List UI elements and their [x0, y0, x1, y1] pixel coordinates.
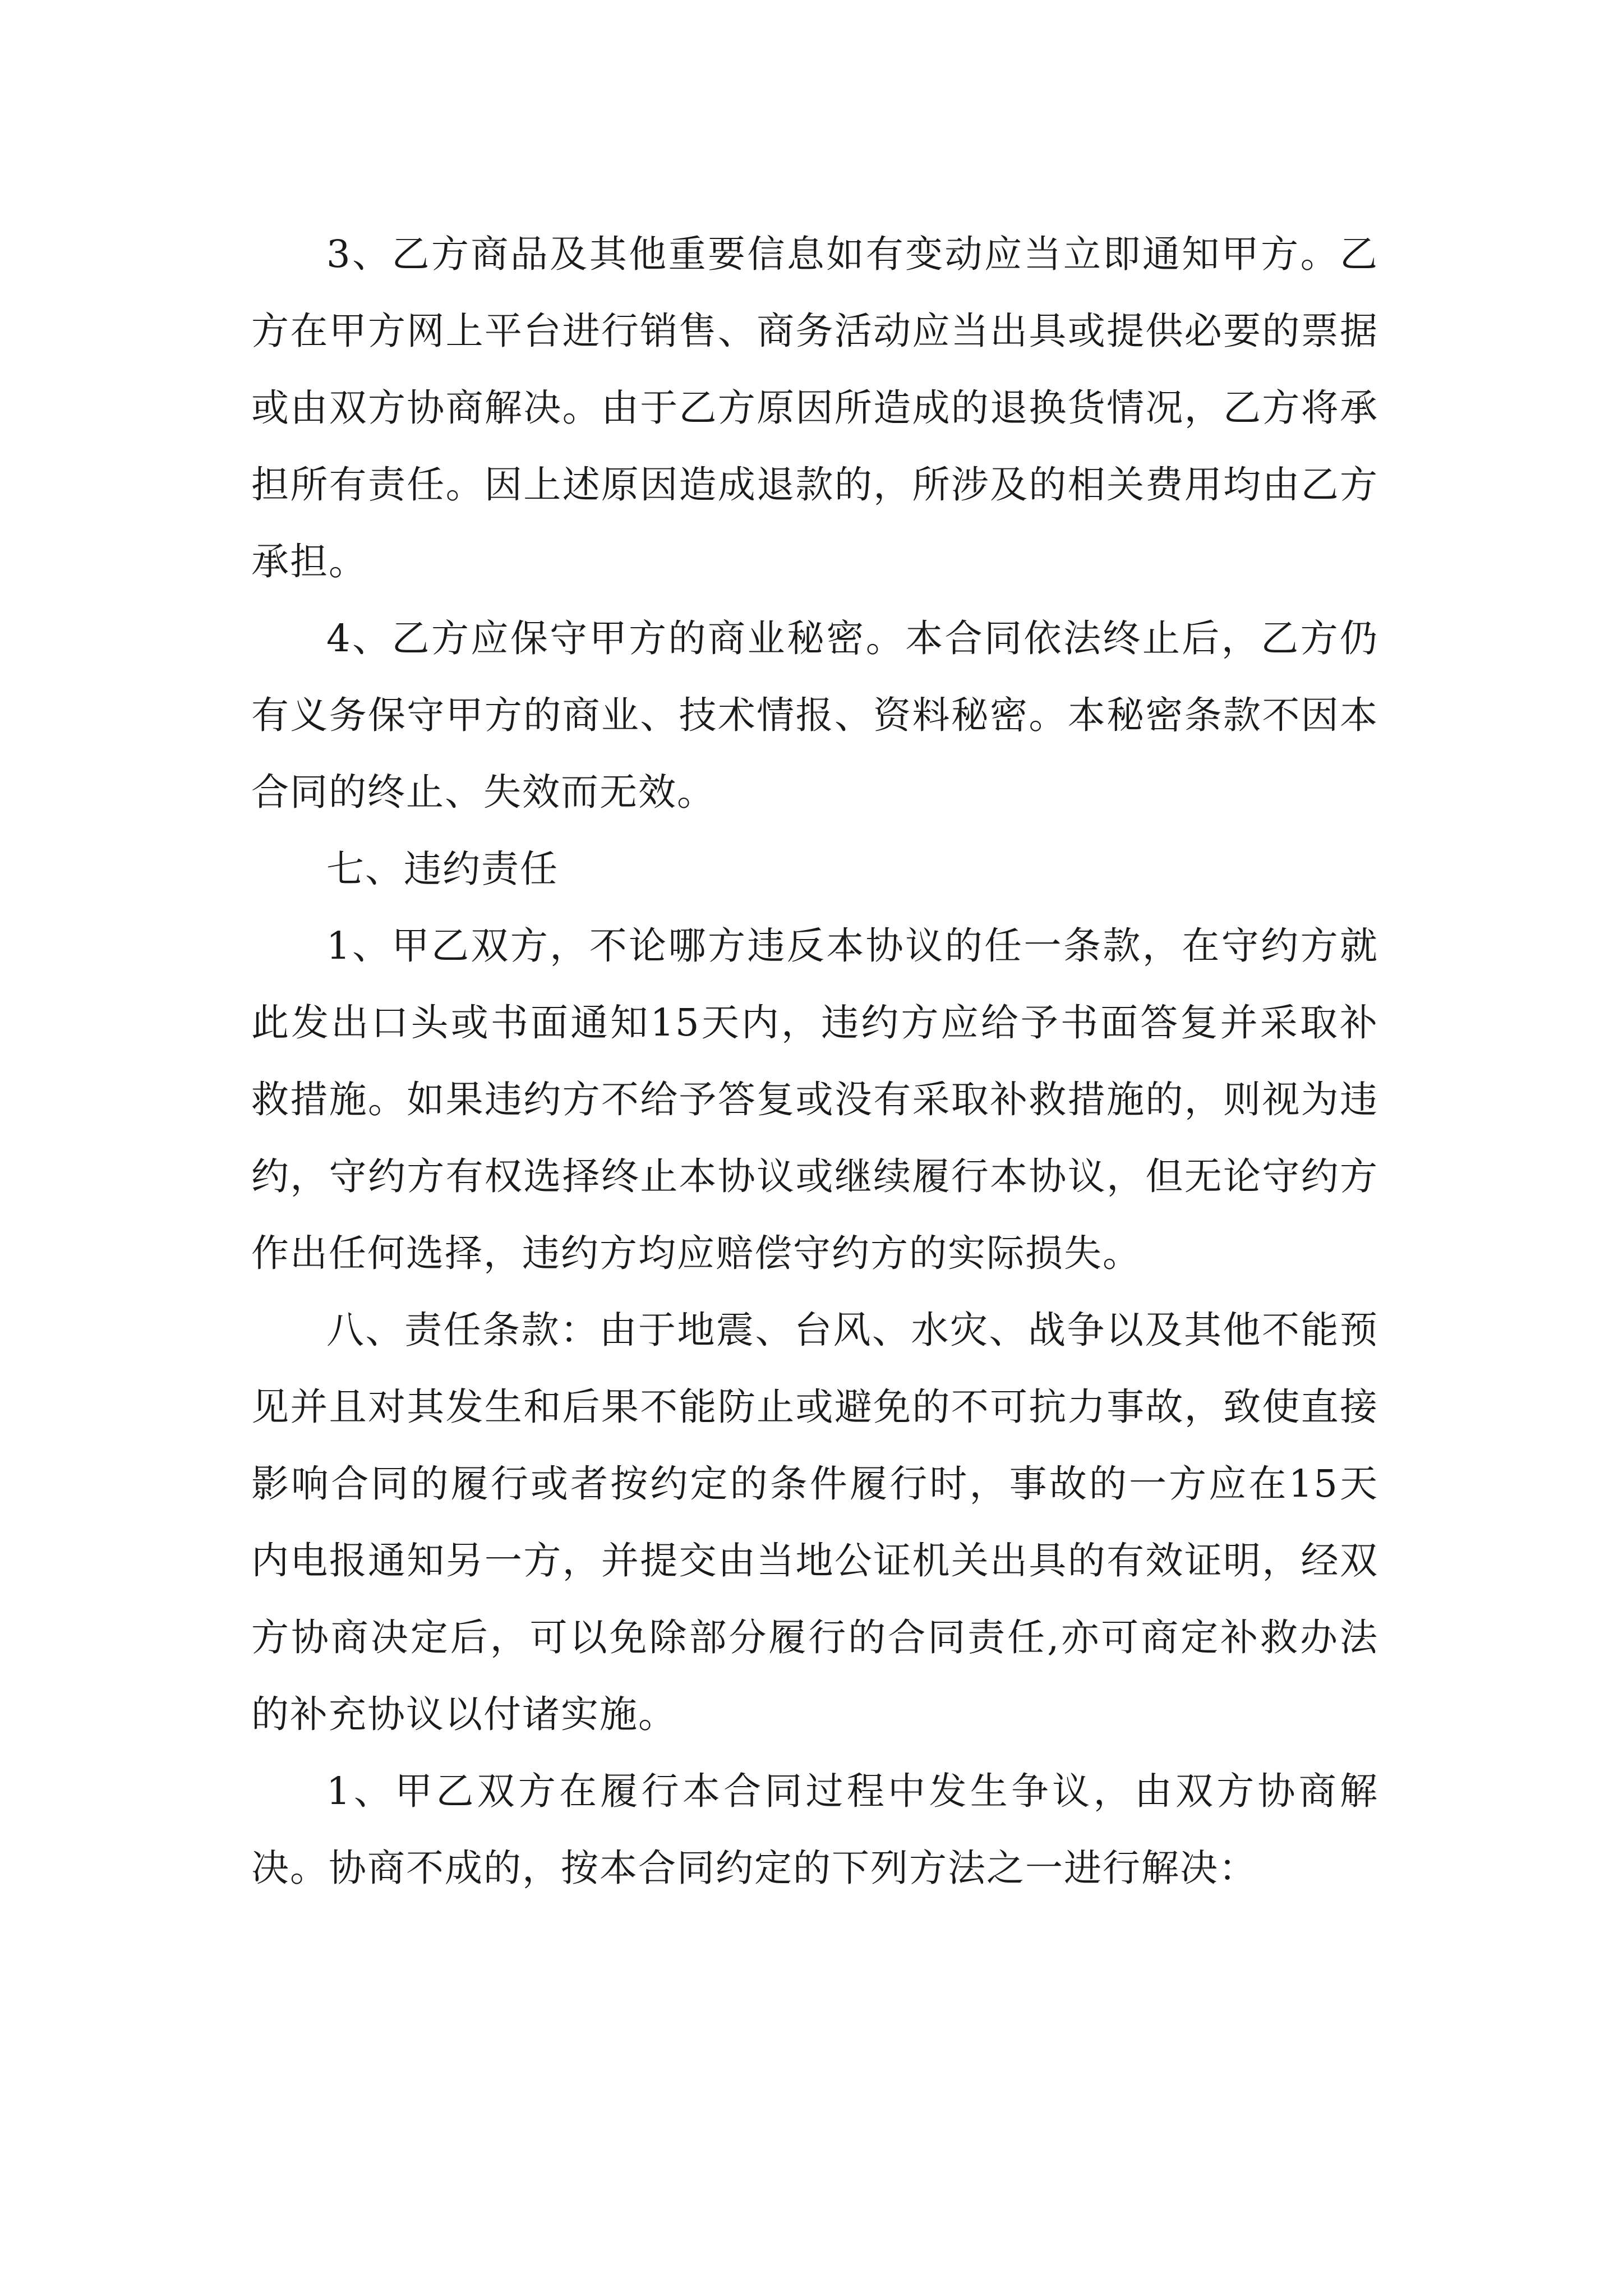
paragraph-force-majeure: 八、责任条款：由于地震、台风、水灾、战争以及其他不能预见并且对其发生和后果不能防止或避免的不可抗力事故，致使直接影响合同的履行或者按约定的条件履行时，事故的一方应在15天内电报通知另一方，并提交由当地公证机关出具的有效证明，经双方协商决定后，可以免除部分履行的合同责任,亦可商定补救办法的补充协议以付诸实施。: [251, 1308, 1378, 1736]
paragraph-clause-3: 3、乙方商品及其他重要信息如有变动应当立即通知甲方。乙方在甲方网上平台进行销售、商务活动应当出具或提供必要的票据或由双方协商解决。由于乙方原因所造成的退换货情况，乙方将承担所有责任。因上述原因造成退款的，所涉及的相关费用均由乙方承担。: [251, 232, 1378, 583]
paragraph-dispute-clause-1: 1、甲乙双方在履行本合同过程中发生争议，由双方协商解决。协商不成的，按本合同约定的下列方法之一进行解决：: [251, 1769, 1378, 1890]
document-body: [251, 216, 1378, 1907]
section-heading-breach-liability: 七、违约责任: [326, 847, 559, 891]
paragraph-clause-4: 4、乙方应保守甲方的商业秘密。本合同依法终止后，乙方仍有义务保守甲方的商业、技术情报、资料秘密。本秘密条款不因本合同的终止、失效而无效。: [251, 616, 1378, 814]
paragraph-breach-clause-1: 1、甲乙双方，不论哪方违反本协议的任一条款，在守约方就此发出口头或书面通知15天内，违约方应给予书面答复并采取补救措施。如果违约方不给予答复或没有采取补救措施的，则视为违约，守约方有权选择终止本协议或继续履行本协议，但无论守约方作出任何选择，违约方均应赔偿守约方的实际损失。: [251, 924, 1378, 1275]
